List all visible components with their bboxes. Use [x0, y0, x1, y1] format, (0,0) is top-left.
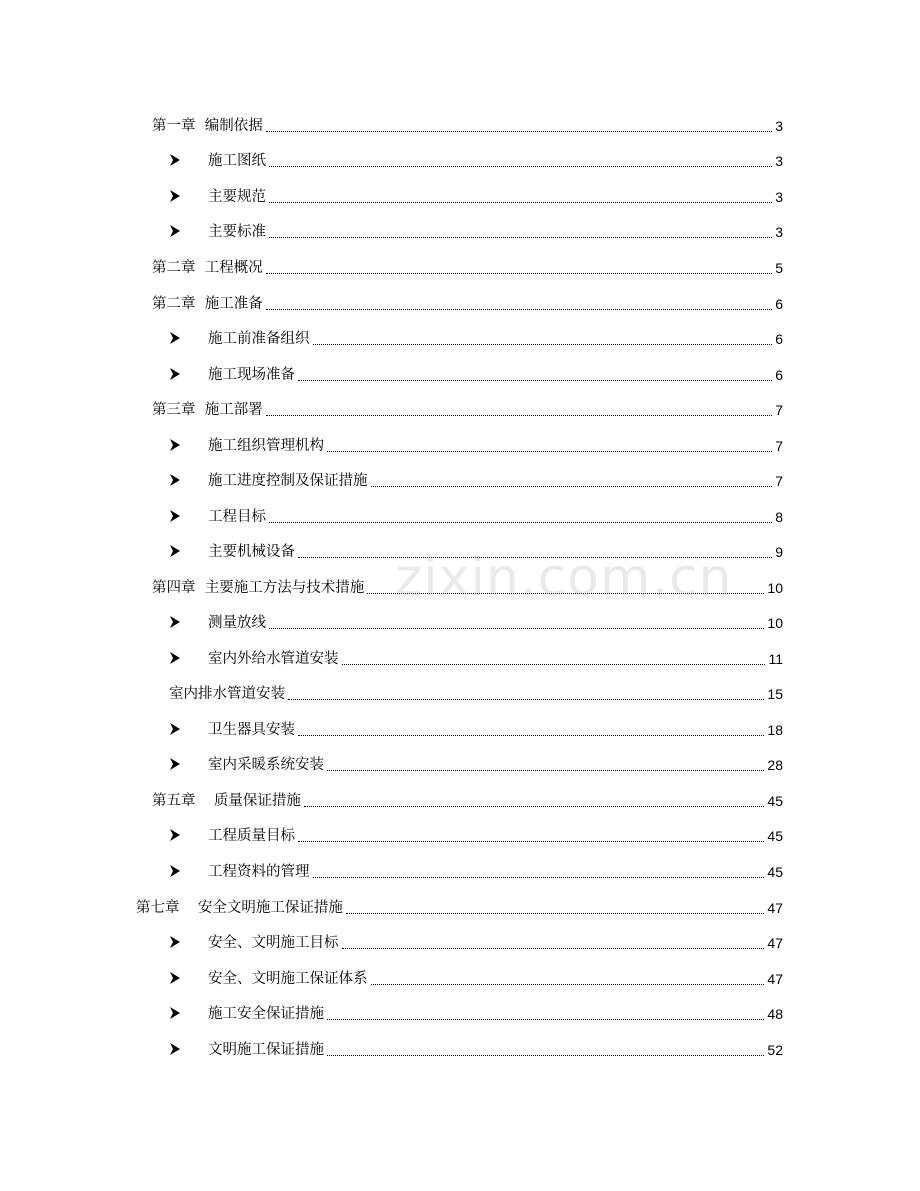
toc-entry-label: 主要机械设备	[208, 544, 295, 560]
arrow-bullet-icon	[169, 189, 181, 203]
arrow-bullet-icon	[169, 1006, 181, 1020]
toc-entry[interactable]	[152, 254, 783, 278]
toc-entry[interactable]	[152, 396, 783, 420]
toc-entry-page-number: 52	[767, 1042, 783, 1058]
toc-entry-page-number: 11	[768, 651, 783, 667]
dot-leader	[298, 841, 764, 842]
arrow-bullet-icon	[169, 509, 181, 523]
dot-leader	[298, 380, 772, 381]
toc-entry[interactable]	[208, 609, 783, 633]
toc-entry[interactable]	[208, 645, 783, 669]
toc-entry-label: 第四章 主要施工方法与技术措施	[152, 580, 365, 596]
toc-entry[interactable]	[208, 147, 783, 171]
toc-entry-page-number: 45	[767, 828, 783, 844]
toc-entry-label: 安全、文明施工保证体系	[208, 971, 368, 987]
toc-entry-page-number: 18	[767, 722, 783, 738]
dot-leader	[371, 486, 773, 487]
toc-entry-label: 室内采暖系统安装	[208, 757, 324, 773]
arrow-bullet-icon	[169, 224, 181, 238]
toc-entry-label: 工程资料的管理	[208, 864, 310, 880]
toc-entry-page-number: 47	[767, 900, 783, 916]
toc-entry[interactable]	[208, 1000, 783, 1024]
dot-leader	[346, 913, 764, 914]
dot-leader	[298, 557, 772, 558]
toc-entry-page-number: 3	[775, 189, 783, 205]
dot-leader	[266, 131, 772, 132]
watermark: zixin.com.cn	[395, 548, 733, 608]
arrow-bullet-icon	[169, 971, 181, 985]
toc-entry[interactable]	[208, 858, 783, 882]
toc-entry-label: 室内排水管道安装	[169, 686, 285, 702]
toc-entry-page-number: 10	[767, 615, 783, 631]
toc-entry-label: 主要标准	[208, 224, 266, 240]
dot-leader	[269, 166, 772, 167]
toc-entry-label: 工程目标	[208, 509, 266, 525]
arrow-bullet-icon	[169, 331, 181, 345]
toc-entry-label: 施工现场准备	[208, 367, 295, 383]
dot-leader	[298, 735, 764, 736]
toc-entry-label: 测量放线	[208, 615, 266, 631]
toc-entry[interactable]	[208, 822, 783, 846]
toc-entry[interactable]	[208, 325, 783, 349]
toc-entry[interactable]	[208, 1036, 783, 1060]
toc-entry[interactable]	[208, 716, 783, 740]
toc-entry-page-number: 7	[775, 473, 783, 489]
dot-leader	[288, 699, 764, 700]
dot-leader	[371, 984, 765, 985]
toc-entry[interactable]	[136, 894, 783, 918]
toc-entry-page-number: 8	[775, 509, 783, 525]
toc-entry-page-number: 6	[775, 367, 783, 383]
toc-entry-label: 卫生器具安装	[208, 722, 295, 738]
toc-entry-label: 文明施工保证措施	[208, 1042, 324, 1058]
dot-leader	[342, 664, 766, 665]
dot-leader	[342, 948, 765, 949]
arrow-bullet-icon	[169, 473, 181, 487]
toc-entry[interactable]	[152, 787, 783, 811]
dot-leader	[269, 522, 772, 523]
toc-entry[interactable]	[152, 112, 783, 136]
dot-leader	[269, 202, 772, 203]
toc-entry-page-number: 45	[767, 793, 783, 809]
toc-entry-page-number: 3	[775, 118, 783, 134]
dot-leader	[313, 344, 773, 345]
toc-entry[interactable]	[152, 574, 783, 598]
arrow-bullet-icon	[169, 757, 181, 771]
dot-leader	[367, 593, 764, 594]
toc-entry[interactable]	[169, 680, 783, 704]
arrow-bullet-icon	[169, 367, 181, 381]
toc-entry[interactable]	[152, 290, 783, 314]
dot-leader	[327, 770, 764, 771]
dot-leader	[269, 628, 764, 629]
toc-entry-label: 施工进度控制及保证措施	[208, 473, 368, 489]
toc-entry[interactable]	[208, 965, 783, 989]
arrow-bullet-icon	[169, 1042, 181, 1056]
arrow-bullet-icon	[169, 864, 181, 878]
toc-entry-page-number: 6	[775, 331, 783, 347]
toc-entry-label: 第七章 安全文明施工保证措施	[136, 900, 343, 916]
toc-entry[interactable]	[208, 929, 783, 953]
arrow-bullet-icon	[169, 153, 181, 167]
dot-leader	[327, 451, 772, 452]
toc-entry-page-number: 15	[767, 686, 783, 702]
arrow-bullet-icon	[169, 828, 181, 842]
toc-entry[interactable]	[208, 467, 783, 491]
toc-entry-page-number: 48	[767, 1006, 783, 1022]
arrow-bullet-icon	[169, 722, 181, 736]
arrow-bullet-icon	[169, 438, 181, 452]
arrow-bullet-icon	[169, 544, 181, 558]
toc-entry-page-number: 45	[767, 864, 783, 880]
toc-entry-label: 第二章 施工准备	[152, 296, 263, 312]
toc-entry[interactable]	[208, 751, 783, 775]
toc-entry[interactable]	[208, 503, 783, 527]
toc-entry-label: 第二章 工程概况	[152, 260, 263, 276]
toc-entry-label: 安全、文明施工目标	[208, 935, 339, 951]
toc-entry-page-number: 10	[767, 580, 783, 596]
arrow-bullet-icon	[169, 935, 181, 949]
dot-leader	[266, 309, 772, 310]
toc-entry-label: 施工组织管理机构	[208, 438, 324, 454]
toc-entry-label: 工程质量目标	[208, 828, 295, 844]
toc-entry[interactable]	[208, 183, 783, 207]
toc-entry-page-number: 7	[775, 438, 783, 454]
toc-entry-label: 第一章 编制依据	[152, 118, 263, 134]
toc-entry-page-number: 5	[775, 260, 783, 276]
toc-entry-label: 第五章 质量保证措施	[152, 793, 301, 809]
toc-entry-label: 施工图纸	[208, 153, 266, 169]
dot-leader	[327, 1055, 764, 1056]
toc-entry[interactable]	[208, 361, 783, 385]
dot-leader	[327, 1019, 764, 1020]
toc-entry-page-number: 28	[767, 757, 783, 773]
toc-entry-page-number: 3	[775, 224, 783, 240]
dot-leader	[266, 273, 772, 274]
dot-leader	[269, 237, 772, 238]
toc-entry-page-number: 9	[775, 544, 783, 560]
toc-entry-label: 第三章 施工部署	[152, 402, 263, 418]
toc-entry-label: 室内外给水管道安装	[208, 651, 339, 667]
dot-leader	[266, 415, 772, 416]
toc-entry[interactable]	[208, 432, 783, 456]
arrow-bullet-icon	[169, 615, 181, 629]
toc-entry-label: 施工安全保证措施	[208, 1006, 324, 1022]
arrow-bullet-icon	[169, 651, 181, 665]
toc-entry-page-number: 6	[775, 296, 783, 312]
dot-leader	[304, 806, 764, 807]
toc-entry-page-number: 47	[767, 971, 783, 987]
toc-entry-page-number: 3	[775, 153, 783, 169]
dot-leader	[313, 877, 765, 878]
toc-entry[interactable]	[208, 218, 783, 242]
toc-entry-label: 施工前准备组织	[208, 331, 310, 347]
toc-entry-label: 主要规范	[208, 189, 266, 205]
toc-entry-page-number: 47	[767, 935, 783, 951]
toc-entry[interactable]	[208, 538, 783, 562]
toc-entry-page-number: 7	[775, 402, 783, 418]
